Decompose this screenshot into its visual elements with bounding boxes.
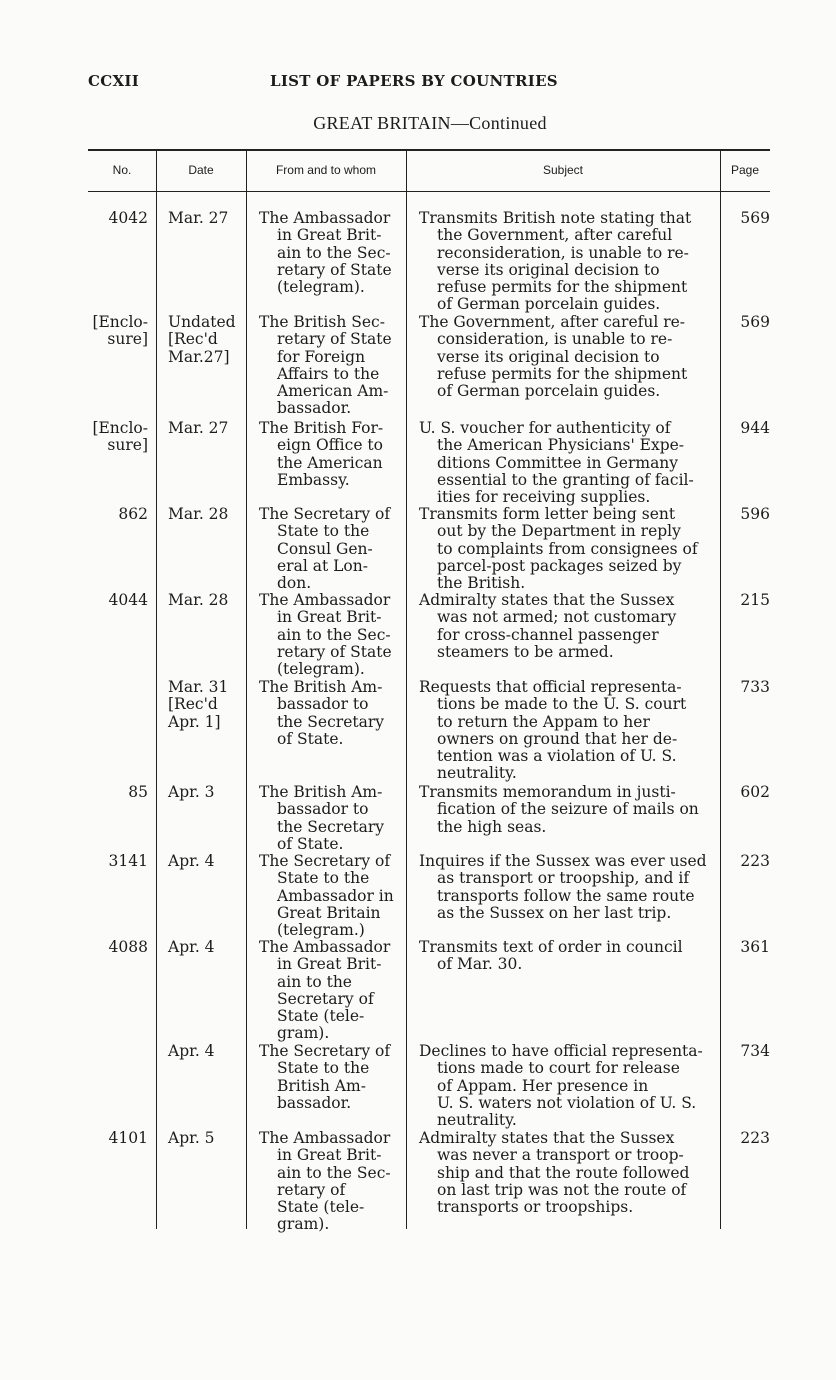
paper-number: 4042 [108, 209, 148, 227]
paper-date: Apr. 4 [168, 852, 215, 870]
column-divider [246, 149, 247, 1229]
paper-from-to: The Ambassador in Great Brit- ain to the Sec- retary of State (telegram). [259, 591, 392, 679]
paper-date: Mar. 28 [168, 505, 229, 523]
paper-number: 4101 [108, 1129, 148, 1147]
paper-page: 223 [740, 1129, 770, 1147]
paper-page: 569 [740, 313, 770, 331]
paper-date: Undated [Rec'd Mar.27] [168, 313, 236, 366]
paper-date: Mar. 27 [168, 419, 229, 437]
paper-page: 596 [740, 505, 770, 523]
paper-number: 3141 [108, 852, 148, 870]
column-divider [156, 149, 157, 1229]
paper-number: 4088 [108, 938, 148, 956]
paper-subject: Declines to have official representa- tions made to court for release of Appam. Her presence in U. S. waters not violation of U. S. neutrality. [419, 1042, 703, 1130]
paper-date: Apr. 3 [168, 783, 215, 801]
paper-from-to: The Secretary of State to the Ambassador in Great Britain (telegram.) [259, 852, 394, 940]
paper-page: 223 [740, 852, 770, 870]
column-divider [406, 149, 407, 1229]
paper-subject: Admiralty states that the Sussex was never a transport or troop- ship and that the route followed on last trip was not the route of transports or troopships. [419, 1129, 690, 1217]
section-title: GREAT BRITAIN—Continued [313, 113, 547, 133]
paper-page: 569 [740, 209, 770, 227]
paper-number: [Enclo- sure] [92, 313, 148, 349]
paper-subject: U. S. voucher for authenticity of the American Physicians' Expe- ditions Committee in Germany essential to the granting of facil- ities for receiving supplies. [419, 419, 694, 507]
column-header-from-to: From and to whom [275, 163, 377, 177]
paper-page: 602 [740, 783, 770, 801]
paper-from-to: The Secretary of State to the British Am- bassador. [259, 1042, 391, 1112]
paper-date: Apr. 5 [168, 1129, 215, 1147]
paper-from-to: The Ambassador in Great Brit- ain to the Sec- retary of State (tele- gram). [259, 1129, 391, 1234]
paper-subject: The Government, after careful re- consideration, is unable to re- verse its original decision to refuse permits for the shipment of German porcelain guides. [419, 313, 688, 401]
paper-from-to: The British For- eign Office to the American Embassy. [259, 419, 384, 489]
paper-subject: Transmits British note stating that the Government, after careful reconsideration, is unable to re- verse its original decision to refuse permits for the shipment of German porcelain guides. [419, 209, 692, 314]
paper-subject: Transmits form letter being sent out by the Department in reply to complaints from consignees of parcel-post packages seized by the British. [419, 505, 698, 593]
paper-date: Mar. 31 [Rec'd Apr. 1] [168, 678, 229, 731]
paper-number: 85 [128, 783, 148, 801]
paper-page: 944 [740, 419, 770, 437]
table-top-rule [88, 149, 770, 151]
paper-from-to: The Secretary of State to the Consul Gen- eral at Lon- don. [259, 505, 391, 593]
running-title: LIST OF PAPERS BY COUNTRIES [270, 72, 558, 90]
paper-number: [Enclo- sure] [92, 419, 148, 455]
paper-page: 733 [740, 678, 770, 696]
paper-date: Apr. 4 [168, 1042, 215, 1060]
paper-subject: Inquires if the Sussex was ever used as transport or troopship, and if transports follow the same route as the Sussex on her last trip. [419, 852, 707, 922]
table-header-rule [88, 191, 770, 192]
paper-number: 4044 [108, 591, 148, 609]
paper-subject: Admiralty states that the Sussex was not armed; not customary for cross-channel passenger steamers to be armed. [419, 591, 677, 661]
column-header-page: Page [730, 163, 760, 177]
paper-subject: Transmits memorandum in justi- fication of the seizure of mails on the high seas. [419, 783, 699, 836]
paper-from-to: The British Am- bassador to the Secretary of State. [259, 678, 385, 748]
paper-subject: Transmits text of order in council of Mar. 30. [419, 938, 683, 974]
paper-page: 215 [740, 591, 770, 609]
paper-date: Mar. 27 [168, 209, 229, 227]
paper-number: 862 [118, 505, 148, 523]
paper-date: Mar. 28 [168, 591, 229, 609]
paper-from-to: The British Sec- retary of State for Foreign Affairs to the American Am- bassador. [259, 313, 392, 418]
paper-page: 361 [740, 938, 770, 956]
paper-date: Apr. 4 [168, 938, 215, 956]
column-header-no: No. [112, 163, 132, 177]
paper-from-to: The Ambassador in Great Brit- ain to the Secretary of State (tele- gram). [259, 938, 391, 1043]
paper-subject: Requests that official representa- tions be made to the U. S. court to return the Appam to her owners on ground that her de- tention was a violation of U. S. neutrality. [419, 678, 687, 783]
column-header-date: Date [188, 163, 214, 177]
page-number: CCXII [88, 72, 140, 90]
column-header-subject: Subject [542, 163, 584, 177]
paper-page: 734 [740, 1042, 770, 1060]
paper-from-to: The British Am- bassador to the Secretary of State. [259, 783, 385, 853]
paper-from-to: The Ambassador in Great Brit- ain to the Sec- retary of State (telegram). [259, 209, 392, 297]
